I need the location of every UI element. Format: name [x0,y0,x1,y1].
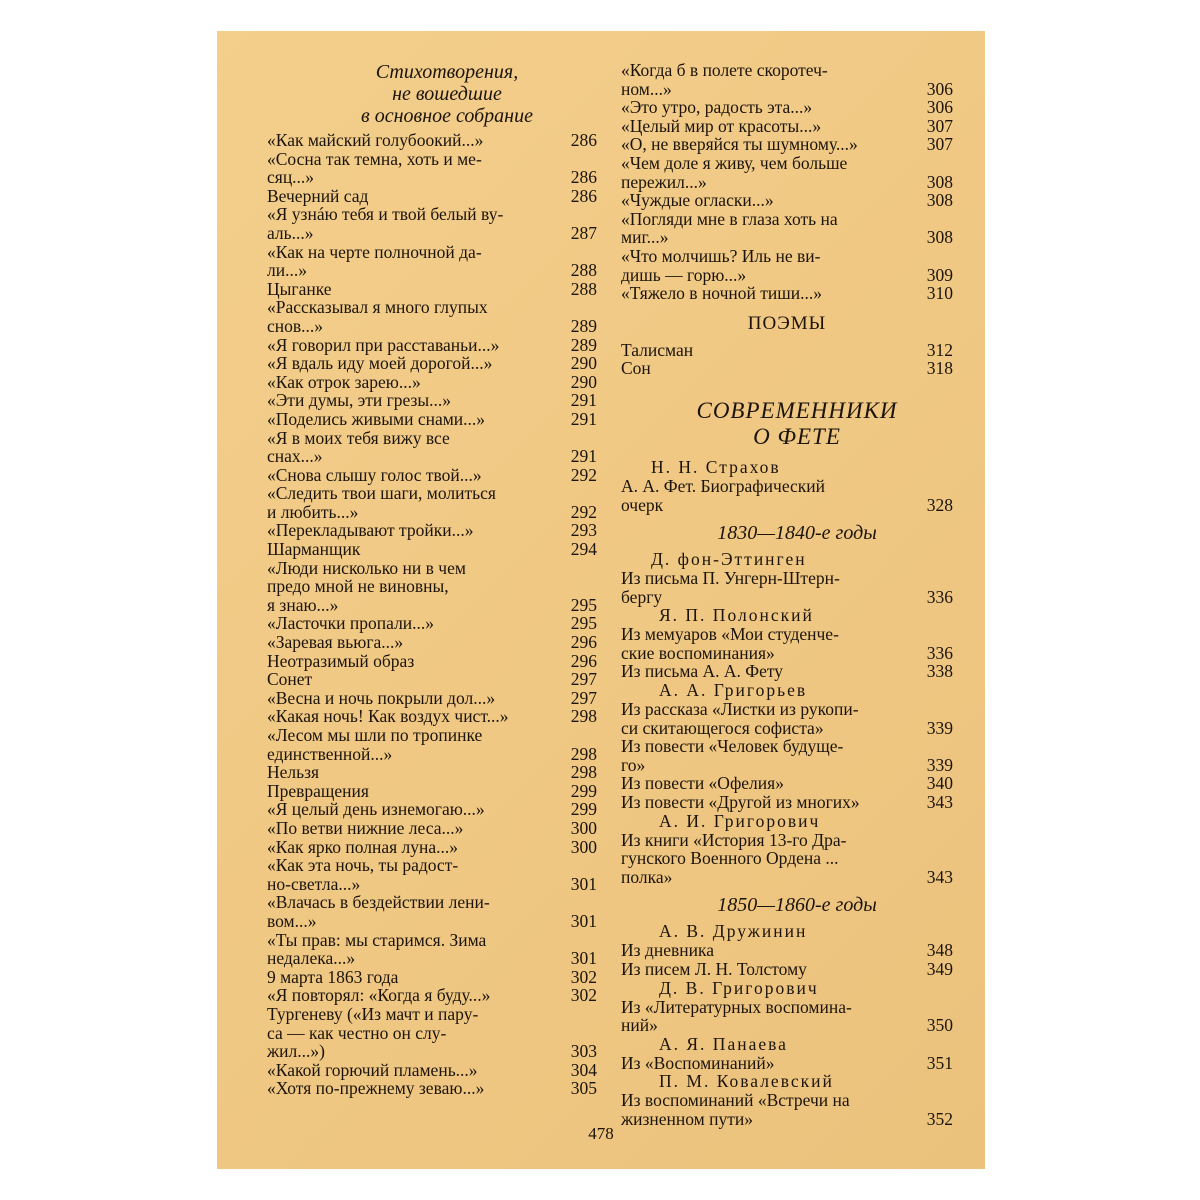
toc-entry-page: 302 [570,966,597,987]
toc-entry [267,763,597,782]
toc-list-druzhinin [621,941,953,978]
toc-entry-page: 308 [926,227,953,248]
toc-entry-page: 303 [570,1041,597,1062]
toc-entry-title: 9 марта 1863 года [267,966,399,987]
toc-entry [267,856,597,893]
toc-entry [267,150,597,187]
toc-entry-page: 310 [926,283,953,304]
toc-entry-title: Вечерний сад [267,185,369,206]
toc-entry [621,737,953,774]
toc-entry-page: 304 [570,1059,597,1080]
toc-entry-title: Тургеневу («Из мачт и пару- са — как честно он слу- жил...») [267,1003,479,1062]
toc-entry-title: «Заревая вьюга...» [267,632,404,653]
toc-entry [267,466,597,485]
toc-entry-page: 292 [570,501,597,522]
toc-entry [621,700,953,737]
toc-entry-title: Из «Воспоминаний» [621,1052,775,1073]
toc-entry-title: «Следить твои шаги, молиться и любить...» [267,483,496,522]
toc-entry-title: «Тяжело в ночной тиши...» [621,283,822,304]
toc-entry [621,998,953,1035]
toc-entry-page: 293 [570,520,597,541]
toc-entry [267,131,597,150]
toc-entry-page: 339 [926,754,953,775]
toc-entry-page: 300 [570,817,597,838]
toc-entry-page: 307 [926,134,953,155]
toc-entry-page: 296 [570,632,597,653]
toc-entry-page: 290 [570,371,597,392]
author-kovalevsky: П. М. Ковалевский [659,1071,834,1092]
toc-entry-page: 339 [926,717,953,738]
toc-entry [621,359,953,378]
toc-entry [621,117,953,136]
toc-entry-title: «Я в моих тебя вижу все снах...» [267,427,450,467]
toc-list-polonsky [621,625,953,681]
toc-entry [267,354,597,373]
toc-list-grigorovich-ai [621,831,953,887]
toc-entry-page: 297 [570,687,597,708]
toc-entry [621,569,953,606]
toc-entry-page: 296 [570,650,597,671]
toc-entry [621,341,953,360]
toc-entry-page: 298 [570,743,597,764]
toc-entry-title: «Поделись живыми снами...» [267,408,486,429]
toc-entry-page: 305 [570,1078,597,1099]
toc-entry-page: 300 [570,836,597,857]
toc-entry-page: 287 [570,222,597,243]
toc-entry-title: «Целый мир от красоты...» [621,115,822,136]
toc-entry [267,893,597,930]
toc-entry-page: 308 [926,190,953,211]
toc-entry-title: «Перекладывают тройки...» [267,520,474,541]
toc-entry-title: «Чуждые огласки...» [621,190,774,211]
toc-entry-title: «По ветви нижние леса...» [267,817,464,838]
toc-entry-title: Из повести «Человек будуще- го» [621,736,844,775]
toc-entry [267,559,597,615]
toc-entry [267,540,597,559]
toc-entry-page: 306 [926,78,953,99]
toc-entry [621,625,953,662]
toc-entry [267,187,597,206]
toc-list-kovalevsky [621,1091,953,1128]
toc-entry-page: 288 [570,278,597,299]
toc-entry [621,831,953,887]
toc-entry-title: «Сосна так темна, хоть и ме- сяц...» [267,148,482,188]
toc-entry [621,154,953,191]
toc-entry-page: 292 [570,464,597,485]
toc-entry-title: «Влачась в бездействии лени- вом...» [267,892,490,931]
toc-entry-page: 295 [570,594,597,615]
page-number: 478 [588,1124,614,1143]
toc-entry-page: 298 [570,706,597,727]
toc-entry-title: «Я целый день изнемогаю...» [267,799,485,820]
toc-entry-page: 302 [570,985,597,1006]
toc-entry [267,1061,597,1080]
author-grigorovich-ai: А. И. Григорович [659,810,821,831]
toc-entry-page: 328 [926,494,953,515]
toc-list-grigoriev [621,700,953,812]
book-page [217,31,985,1169]
toc-entry [621,941,953,960]
toc-entry-page: 299 [570,799,597,820]
toc-list-panaeva [621,1054,953,1073]
toc-entry [267,205,597,242]
toc-entry [267,243,597,280]
toc-entry-page: 348 [926,940,953,961]
toc-entry-page: 307 [926,115,953,136]
toc-entry-title: Из письма А. А. Фету [621,661,784,682]
toc-entry-title: «Я повторял: «Когда я буду...» [267,985,491,1006]
toc-entry [267,336,597,355]
toc-list-strakhov [621,477,953,514]
toc-entry-title: «Весна и ночь покрыли дол...» [267,687,496,708]
toc-entry [267,373,597,392]
toc-entry-title: «Как эта ночь, ты радост- но-светла...» [267,855,459,894]
toc-entry-page: 286 [570,130,597,150]
toc-entry-title: «Это утро, радость эта...» [621,97,813,118]
toc-entry [267,652,597,671]
toc-entry-title: «Я говорил при расставаньи...» [267,334,500,355]
toc-entry [267,800,597,819]
toc-entry-title: «Я узнáю тебя и твой белый ву- аль...» [267,204,504,243]
toc-entry-page: 290 [570,353,597,374]
toc-entry-page: 351 [926,1052,953,1073]
toc-entry [267,391,597,410]
period-heading-1850: 1850—1860-е годы [717,894,877,917]
toc-entry [267,838,597,857]
toc-entry [267,633,597,652]
toc-entry-title: Сон [621,358,651,379]
toc-entry [621,774,953,793]
toc-entry-title: Неотразимый образ [267,650,415,671]
toc-entry [267,614,597,633]
toc-list-left [267,131,597,1098]
author-polonsky: Я. П. Полонский [659,605,814,626]
toc-entry-title: «Снова слышу голос твой...» [267,464,482,485]
toc-entry-page: 312 [926,339,953,360]
toc-entry-page: 306 [926,97,953,118]
toc-entry-title: Цыганке [267,278,332,299]
toc-entry-title: Из дневника [621,940,714,961]
toc-entry [621,98,953,117]
toc-entry [621,1091,953,1128]
toc-entry-title: Шарманщик [267,539,361,560]
toc-entry-page: 289 [570,315,597,336]
toc-entry-title: Талисман [621,339,694,360]
toc-entry-page: 350 [926,1015,953,1036]
toc-entry-title: Из мемуаров «Мои студенче- ские воспоминания» [621,624,839,663]
toc-entry [267,931,597,968]
toc-entry [267,429,597,466]
toc-list-poems [621,341,953,378]
toc-entry-title: «Чем доле я живу, чем больше пережил...» [621,152,848,192]
toc-entry-title: Из письма П. Унгерн-Штерн- бергу [621,568,840,607]
toc-entry-page: 289 [570,334,597,355]
author-ettingen: Д. фон-Эттинген [651,549,807,570]
toc-entry [621,1054,953,1073]
toc-entry [621,247,953,284]
toc-entry-title: «Хотя по-прежнему зеваю...» [267,1078,485,1099]
toc-entry-page: 301 [570,948,597,969]
toc-entry-page: 288 [570,260,597,281]
toc-entry-title: «Как ярко полная луна...» [267,836,459,857]
toc-entry-page: 299 [570,780,597,801]
toc-entry-title: «Как на черте полночной да- ли...» [267,241,482,281]
toc-entry [267,782,597,801]
toc-entry-title: Сонет [267,669,313,690]
toc-entry-title: «Ты прав: мы старимся. Зима недалека...» [267,929,487,969]
poems-heading: ПОЭМЫ [747,312,827,334]
author-panaeva: А. Я. Панаева [659,1033,788,1054]
toc-entry [621,960,953,979]
author-grigoriev: А. А. Григорьев [659,680,808,701]
toc-entry-title: «О, не вверяйся ты шумному...» [621,134,858,155]
toc-entry [621,61,953,98]
toc-entry-title: Из воспоминаний «Встречи на жизненном пути» [621,1090,850,1129]
toc-entry [267,298,597,335]
toc-entry-title: «Погляди мне в глаза хоть на миг...» [621,208,838,248]
toc-list-right-top [621,61,953,303]
toc-entry-title: «Когда б в полете скоротеч- ном...» [621,60,828,99]
toc-entry-title: Нельзя [267,762,320,783]
toc-entry-title: А. А. Фет. Биографический очерк [621,475,826,515]
toc-entry [267,689,597,708]
toc-entry [267,1005,597,1061]
toc-entry-page: 349 [926,959,953,979]
toc-entry-page: 298 [570,762,597,783]
toc-entry [267,280,597,299]
contemporaries-heading: СОВРЕМЕННИКИ О ФЕТЕ [696,397,898,449]
toc-entry-title: «Что молчишь? Иль не ви- дишь — горю...» [621,245,821,285]
toc-entry-page: 336 [926,642,953,663]
toc-entry-title: Из «Литературных воспомина- ний» [621,996,852,1036]
toc-entry-page: 340 [926,773,953,794]
toc-entry [267,819,597,838]
toc-entry-page: 291 [570,408,597,429]
toc-entry-title: «Люди нисколько ни в чем предо мной не виновны, я знаю...» [267,557,466,615]
toc-entry [267,726,597,763]
author-grigorovich-dv: Д. В. Григорович [659,977,819,998]
toc-entry-page: 309 [926,264,953,285]
toc-entry-title: «Эти думы, эти грезы...» [267,390,452,411]
toc-entry-page: 286 [570,185,597,206]
toc-entry [621,210,953,247]
toc-entry-page: 291 [570,446,597,467]
toc-entry-page: 301 [570,910,597,931]
toc-entry-page: 301 [570,873,597,894]
toc-entry [267,670,597,689]
toc-entry-title: «Я вдаль иду моей дорогой...» [267,353,493,374]
toc-entry-page: 294 [570,539,597,560]
period-heading-1830: 1830—1840-е годы [717,522,877,545]
toc-entry-title: Из рассказа «Листки из рукопи- си скитающегося софиста» [621,699,859,738]
toc-entry-title: Из повести «Другой из многих» [621,792,860,813]
right-column [621,61,953,1129]
toc-entry-title: Превращения [267,780,369,801]
toc-entry [267,986,597,1005]
toc-list-grigorovich-dv [621,998,953,1035]
toc-entry-title: «Как майский голубоокий...» [267,130,484,150]
toc-entry [267,521,597,540]
toc-entry [621,284,953,303]
toc-entry-title: Из писем Л. Н. Толстому [621,959,807,979]
toc-entry-page: 352 [926,1108,953,1129]
toc-entry-title: «Ласточки пропали...» [267,613,435,634]
author-druzhinin: А. В. Дружинин [659,921,808,942]
toc-entry [267,968,597,987]
section-title: Стихотворения, не вошедшие в основное собрание [361,61,533,127]
toc-entry-page: 291 [570,390,597,411]
toc-entry [621,135,953,154]
toc-entry [621,793,953,812]
toc-entry-title: «Какой горючий пламень...» [267,1059,478,1080]
toc-entry-title: «Как отрок зарею...» [267,371,421,392]
left-column [267,61,597,1098]
toc-entry [621,191,953,210]
toc-entry [267,410,597,429]
toc-entry-page: 336 [926,586,953,607]
toc-entry-page: 286 [570,167,597,188]
toc-entry [267,707,597,726]
toc-entry [267,484,597,521]
toc-entry-page: 308 [926,171,953,192]
toc-entry [621,477,953,514]
toc-entry-title: Из книги «История 13-го Дра- гунского Военного Ордена ... полка» [621,829,847,887]
toc-entry-page: 318 [926,358,953,379]
toc-entry-title: «Лесом мы шли по тропинке единственной...» [267,725,483,764]
toc-entry-page: 338 [926,661,953,682]
toc-entry-page: 295 [570,613,597,634]
toc-entry-title: «Рассказывал я много глупых снов...» [267,297,488,336]
toc-list-ettingen [621,569,953,606]
toc-entry-page: 343 [926,792,953,813]
toc-entry-page: 297 [570,669,597,690]
author-strakhov: Н. Н. Страхов [651,456,781,477]
toc-entry-title: «Какая ночь! Как воздух чист...» [267,706,509,727]
toc-entry [267,1079,597,1098]
toc-entry-title: Из повести «Офелия» [621,773,784,794]
toc-entry-page: 343 [926,866,953,887]
toc-entry [621,662,953,681]
